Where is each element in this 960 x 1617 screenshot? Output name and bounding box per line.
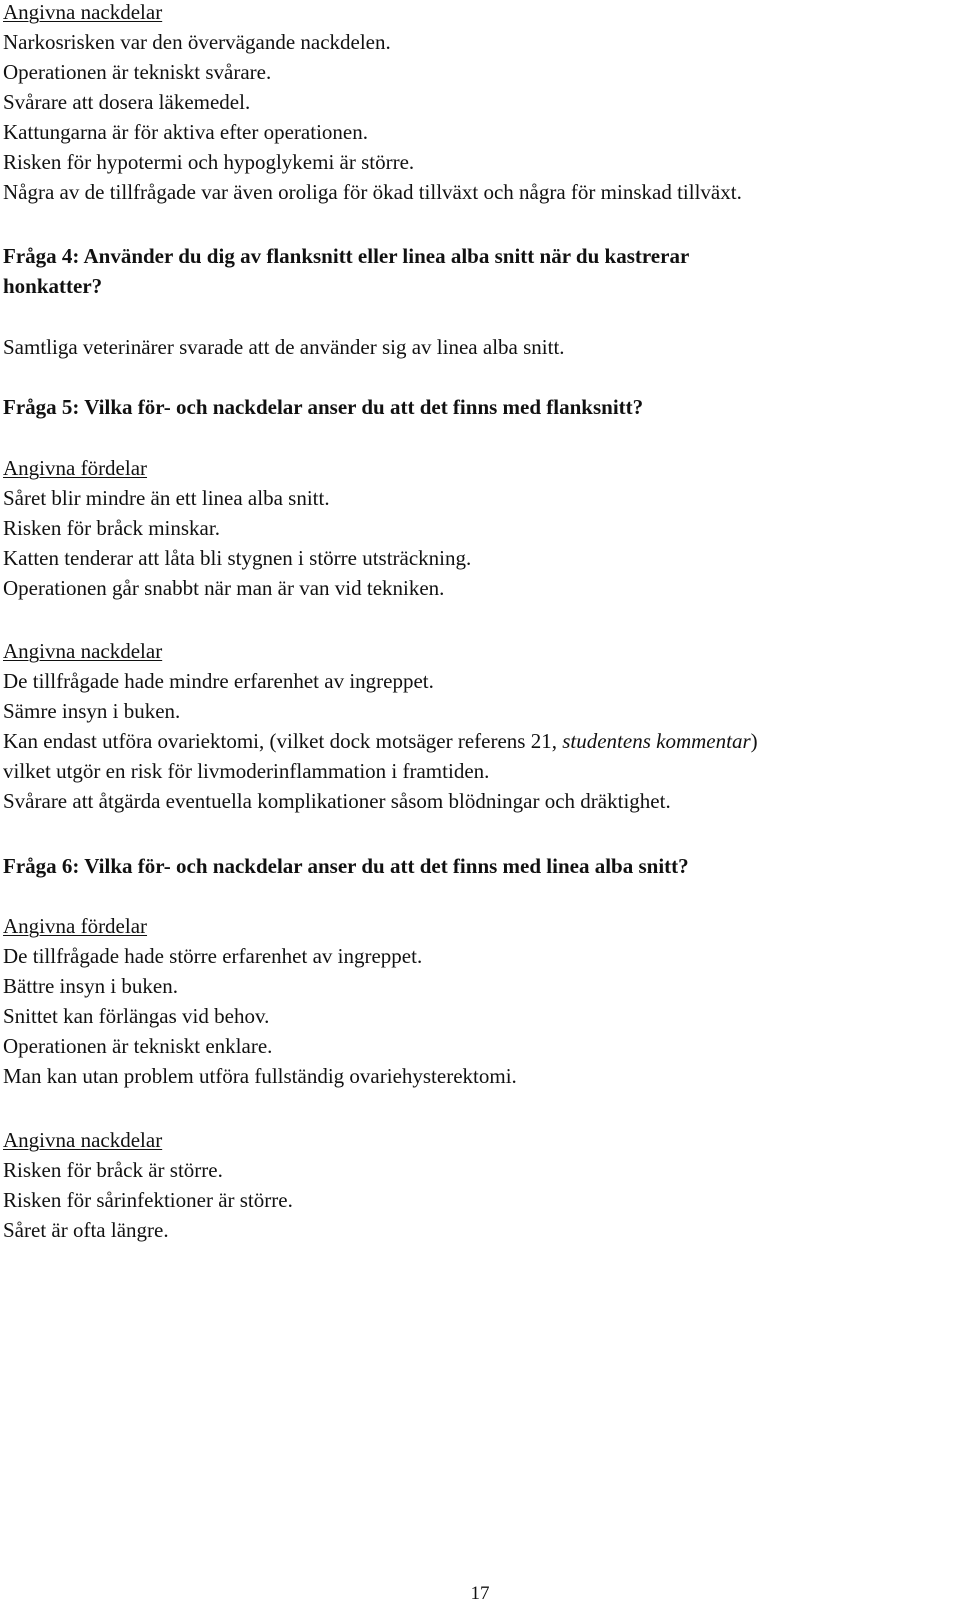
list-item: Såret är ofta längre.: [3, 1218, 169, 1242]
q6-advantages: [3, 911, 517, 1091]
section-disadvantages-early: [3, 0, 742, 207]
list-item: Såret blir mindre än ett linea alba snitt.: [3, 486, 330, 510]
list-item: Operationen är tekniskt svårare.: [3, 60, 272, 84]
question-4: [3, 241, 689, 301]
list-item: Operationen är tekniskt enklare.: [3, 1034, 273, 1058]
list-item: Snittet kan förlängas vid behov.: [3, 1004, 270, 1028]
list-item: Risken för bråck är större.: [3, 1158, 223, 1182]
list-item: Svårare att dosera läkemedel.: [3, 90, 251, 114]
question-heading-cont: honkatter?: [3, 274, 103, 298]
list-item: Svårare att åtgärda eventuella komplikationer såsom blödningar och dräktighet.: [3, 789, 671, 813]
list-item: De tillfrågade hade mindre erfarenhet av ingreppet.: [3, 669, 434, 693]
list-item: Några av de tillfrågade var även oroliga för ökad tillväxt och några för minskad tillväxt.: [3, 180, 742, 204]
list-item: Bättre insyn i buken.: [3, 974, 178, 998]
italic-comment: studentens kommentar: [562, 729, 751, 753]
list-item: De tillfrågade hade större erfarenhet av ingreppet.: [3, 944, 423, 968]
list-item: Risken för bråck minskar.: [3, 516, 220, 540]
list-item: Narkosrisken var den övervägande nackdelen.: [3, 30, 391, 54]
section-heading: Angivna nackdelar: [3, 1128, 163, 1152]
text-span: Kan endast utföra ovariektomi, (vilket dock motsäger referens 21,: [3, 729, 563, 753]
list-item: [3, 726, 758, 756]
section-heading: Angivna fördelar: [3, 914, 148, 938]
list-item: Risken för hypotermi och hypoglykemi är större.: [3, 150, 415, 174]
list-item-cont: vilket utgör en risk för livmoderinflammation i framtiden.: [3, 759, 490, 783]
question-heading: Fråga 4: Använder du dig av flanksnitt eller linea alba snitt när du kastrerar: [3, 244, 690, 268]
list-item: Katten tenderar att låta bli stygnen i större utsträckning.: [3, 546, 472, 570]
list-item: Sämre insyn i buken.: [3, 699, 181, 723]
section-heading: Angivna nackdelar: [3, 639, 163, 663]
page-number: 17: [470, 1583, 490, 1604]
list-item: Operationen går snabbt när man är van vid tekniken.: [3, 576, 445, 600]
section-heading: Angivna nackdelar: [3, 0, 163, 24]
q6-disadvantages: [3, 1125, 293, 1245]
q5-disadvantages: [3, 636, 758, 816]
question-6-heading: Fråga 6: Vilka för- och nackdelar anser du att det finns med linea alba snitt?: [3, 854, 689, 878]
q5-advantages: [3, 453, 471, 603]
answer-text: Samtliga veterinärer svarade att de använder sig av linea alba snitt.: [3, 335, 565, 359]
text-span: ): [750, 729, 758, 753]
section-heading: Angivna fördelar: [3, 456, 148, 480]
list-item: Kattungarna är för aktiva efter operationen.: [3, 120, 368, 144]
list-item: Risken för sårinfektioner är större.: [3, 1188, 293, 1212]
list-item: Man kan utan problem utföra fullständig ovariehysterektomi.: [3, 1064, 517, 1088]
question-5-heading: Fråga 5: Vilka för- och nackdelar anser du att det finns med flanksnitt?: [3, 395, 644, 419]
